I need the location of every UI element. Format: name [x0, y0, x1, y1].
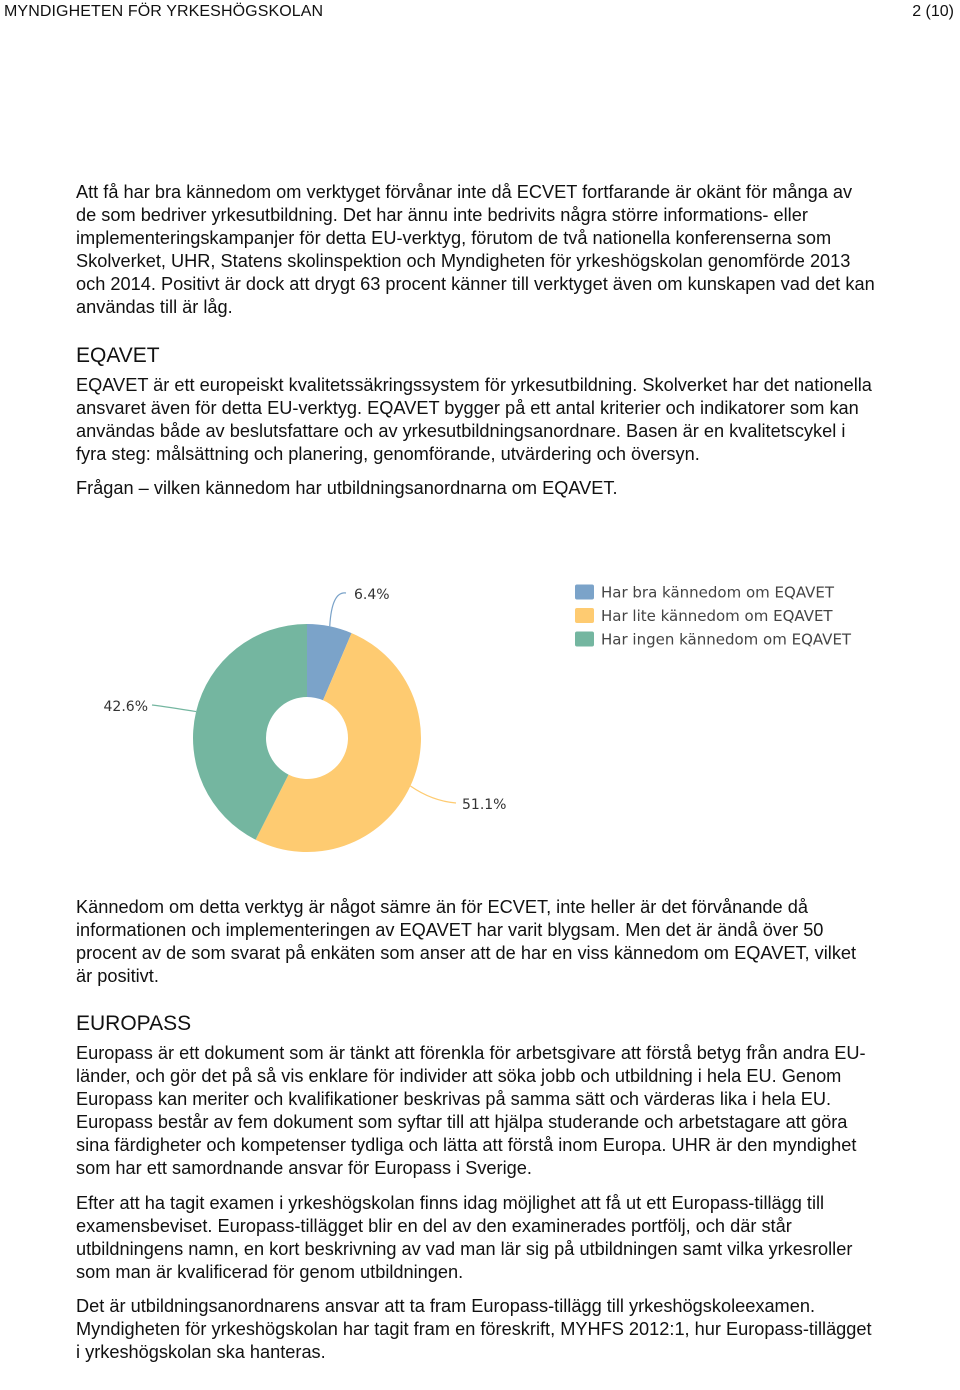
data-label-ingen: 42.6%	[103, 699, 148, 715]
intro-block	[76, 181, 876, 320]
leader-line-bra	[330, 593, 346, 626]
legend-label-lite: Har lite kännedom om EQAVET	[601, 607, 833, 625]
eqavet-question: Frågan – vilken kännedom har utbildningsanordnarna om EQAVET.	[76, 478, 618, 499]
data-label-bra: 6.4%	[354, 587, 390, 603]
europass-heading: EUROPASS	[76, 1012, 192, 1035]
after-chart-block	[76, 896, 876, 988]
leader-line-ingen	[152, 705, 196, 712]
data-label-lite: 51.1%	[462, 797, 507, 813]
legend-swatch-bra	[575, 585, 594, 600]
legend-swatch-ingen	[575, 632, 594, 647]
leader-line-lite	[410, 786, 456, 803]
europass-section	[76, 1011, 876, 1364]
chart-legend	[575, 584, 852, 649]
header-page-number: 2 (10)	[912, 3, 954, 20]
legend-label-bra: Har bra kännedom om EQAVET	[601, 583, 835, 602]
intro-paragraph: Att få har bra kännedom om verktyget förvånar inte då ECVET fortfarande är okänt för många av de som bedriver yrkesutbildning. Det har ännu inte bedrivits några större informations- eller implementeringskampanjer för detta EU-verktyg, förutom de två nationella konferenserna som Skolverket, UHR, Statens skolinspektion och Myndigheten för yrkeshögskolan genomförde 2013 och 2014. Positivt är dock att drygt 63 procent känner till verktyget även om kunskapen vad det kan användas till är låg.	[76, 182, 875, 318]
eqavet-section	[76, 343, 876, 500]
donut-slices	[193, 624, 421, 852]
header-org-name: MYNDIGHETEN FÖR YRKESHÖGSKOLAN	[4, 3, 324, 20]
europass-paragraph-2: Efter att ha tagit examen i yrkeshögskolan finns idag möjlighet att få ut ett Europass-tillägg till examensbeviset. Europass-tillägget blir en del av den examinerades portfölj, och där står utbildningens namn, en kort beskrivning av vad man lär sig på utbildningen samt vilka yrkesroller som man är kvalificerad för genom utbildningen.	[76, 1192, 853, 1282]
legend-label-ingen: Har ingen kännedom om EQAVET	[601, 630, 852, 649]
eqavet-donut-chart	[0, 560, 960, 870]
eqavet-heading: EQAVET	[76, 344, 160, 367]
legend-swatch-lite	[575, 608, 594, 623]
eqavet-paragraph: EQAVET är ett europeiskt kvalitetssäkringssystem för yrkesutbildning. Skolverket har det nationella ansvaret även för detta EU-verktyg. EQAVET bygger på ett antal kriterier och indikatorer som kan användas både av beslutsfattare och av yrkesutbildningsanordnare. Basen är en kvalitetscykel i fyra steg: målsättning och planering, genomförande, utvärdering och översyn.	[76, 375, 872, 465]
after-chart-paragraph: Kännedom om detta verktyg är något sämre än för ECVET, inte heller är det förvånande då informationen och implementeringen av EQAVET har varit blygsam. Men det är ändå över 50 procent av de som svarat på enkäten som anser att de har en viss kännedom om EQAVET, vilket är positivt.	[76, 897, 857, 987]
europass-paragraph-3: Det är utbildningsanordnarens ansvar att ta fram Europass-tillägg till yrkeshögskoleexamen. Myndigheten för yrkeshögskolan har tagit fram en föreskrift, MYHFS 2012:1, hur Europass-tillägget i yrkeshögskolan ska hanteras.	[76, 1295, 872, 1363]
europass-paragraph-1: Europass är ett dokument som är tänkt att förenkla för arbetsgivare att förstå betyg från andra EU-länder, och gör det på så vis enklare för individer att söka jobb och utbildning i hela EU. Genom Europass kan meriter och kvalifikationer beskrivas på samma sätt och värderas lika i hela EU. Europass består av fem dokument som syftar till att hjälpa studerande och arbetstagare att göra sina färdigheter och kompetenser tydliga och lätta att förstå inom Europa. UHR är den myndighet som har ett samordnande ansvar för Europass i Sverige.	[76, 1043, 866, 1179]
